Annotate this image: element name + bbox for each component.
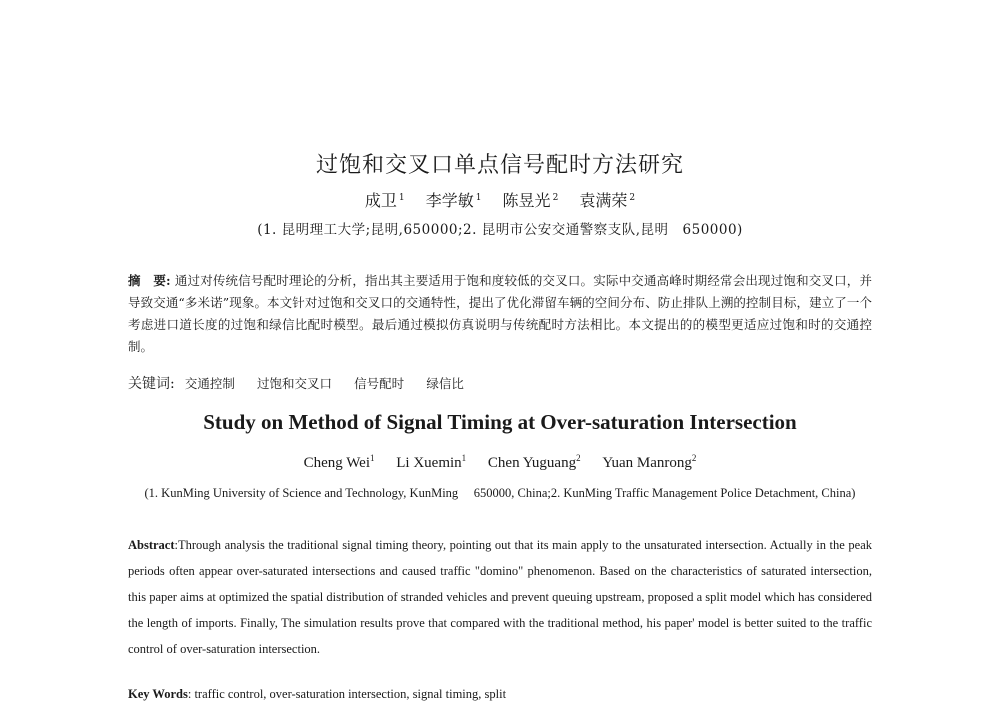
chinese-abstract (128, 270, 872, 358)
chinese-author (579, 191, 635, 210)
english-author (488, 455, 581, 471)
author-affil-mark: 1 (461, 453, 467, 463)
chinese-authors (0, 188, 1000, 211)
chinese-keywords-label: 关键词: (128, 376, 175, 392)
chinese-title: 过饱和交叉口单点信号配时方法研究 (315, 153, 684, 178)
author-name: 李学敏 (425, 191, 474, 210)
chinese-abstract-text: 通过对传统信号配时理论的分析，指出其主要适用于饱和度较低的交叉口。实际中交通高峰时期经常会出现过饱和交叉口，并导致交通“多米诺”现象。本文针对过饱和交叉口的交通特性，提出了优化滞留车辆的空间分布、防止排队上溯的控制目标，建立了一个考虑进口道长度的过饱和绿信比配时模型。最后通过模拟仿真说明与传统配时方法相比。本文提出的的模型更适应过饱和时的交通控制。 (128, 273, 872, 354)
author-name: 成卫 (364, 191, 397, 210)
english-affiliation: (1. KunMing University of Science and Technology, KunMing 650000, China;2. KunMing Traffic Management Police Detachment, China) (144, 486, 856, 500)
author-affil-mark: 1 (398, 192, 405, 203)
author-affil-mark: 2 (629, 192, 636, 203)
chinese-author (365, 191, 405, 210)
english-keywords-label: Key Words (128, 687, 188, 701)
author-name: Cheng Wei (303, 455, 370, 471)
chinese-author (503, 191, 559, 210)
keyword: 绿信比 (426, 376, 464, 391)
keyword: 过饱和交叉口 (257, 376, 333, 391)
english-author (304, 455, 375, 471)
english-author (602, 455, 696, 471)
chinese-author (426, 191, 482, 210)
english-keywords (128, 687, 872, 702)
english-abstract (128, 532, 872, 662)
author-affil-mark: 2 (691, 453, 697, 463)
author-affil-mark: 1 (370, 453, 375, 463)
keyword: 交通控制 (184, 376, 235, 391)
author-name: 陈昱光 (502, 191, 551, 210)
english-abstract-label: Abstract (128, 538, 175, 552)
keyword: 信号配时 (354, 376, 405, 391)
chinese-abstract-label: 摘 要: (128, 273, 171, 288)
english-title: Study on Method of Signal Timing at Over-saturation Intersection (203, 410, 797, 434)
author-name: 袁满荣 (579, 191, 628, 210)
author-affil-mark: 2 (576, 453, 581, 463)
author-affil-mark: 2 (552, 192, 559, 203)
author-name: Li Xuemin (396, 455, 462, 471)
english-author (396, 455, 466, 471)
chinese-affiliation: (1. 昆明理工大学;昆明,650000;2. 昆明市公安交通警察支队,昆明 650000) (257, 222, 743, 238)
author-name: Yuan Manrong (602, 455, 692, 471)
english-abstract-text: :Through analysis the traditional signal timing theory, pointing out that its main apply to the unsaturated intersection. Actually in the peak periods often appear over-saturated intersections and caused traffic "domino" phenomenon. Based on the characteristics of saturated intersection, this paper aims at optimized the spatial distribution of stranded vehicles and prevent queuing upstream, proposed a split model which has considered the length of imports. Finally, The simulation results prove that compared with the traditional method, his paper' model is better suited to the traffic control of over-saturation intersection. (128, 538, 872, 656)
author-affil-mark: 1 (475, 192, 482, 203)
author-name: Chen Yuguang (487, 455, 577, 471)
english-keywords-text: : traffic control, over-saturation intersection, signal timing, split (187, 687, 507, 701)
english-authors (0, 453, 1000, 472)
chinese-keywords (128, 373, 872, 393)
